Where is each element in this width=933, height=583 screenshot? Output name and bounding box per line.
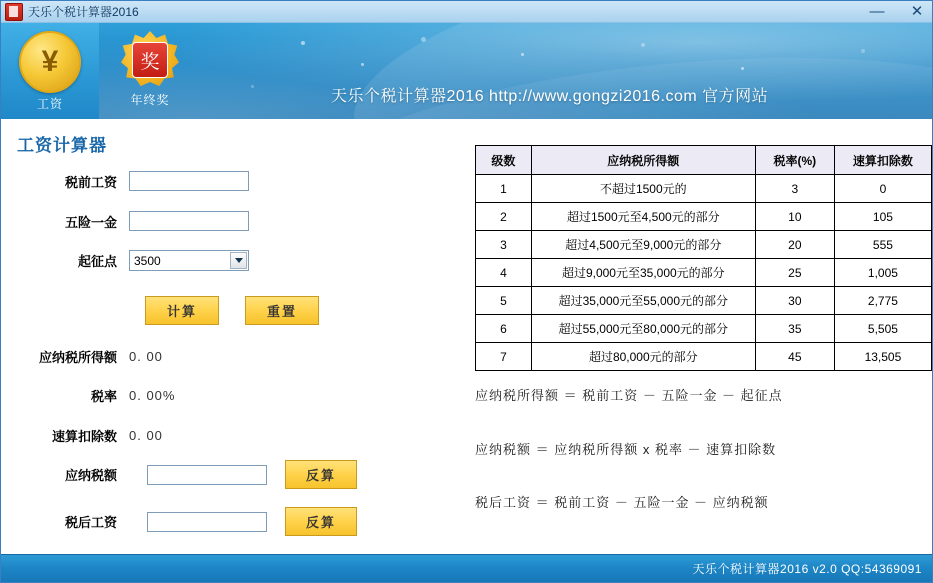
cell-level: 7 — [476, 343, 532, 371]
reverse-calc-aftertax-button[interactable]: 反算 — [285, 507, 357, 536]
row-insurance-fund — [17, 211, 249, 231]
cell-deduct: 2,775 — [834, 287, 931, 315]
table-row — [476, 231, 932, 259]
banner-dot — [741, 67, 744, 70]
cell-range: 超过55,000元至80,000元的部分 — [531, 315, 755, 343]
formula-tax-amount: 应纳税额 ＝ 应纳税所得额 x 税率 － 速算扣除数 — [475, 442, 777, 457]
table-row — [476, 315, 932, 343]
cell-level: 5 — [476, 287, 532, 315]
cell-rate: 45 — [755, 343, 834, 371]
close-button[interactable]: ✕ — [910, 3, 924, 20]
cell-rate: 20 — [755, 231, 834, 259]
banner-dot — [301, 41, 305, 45]
taxable-income-value: 0. 00 — [129, 349, 163, 364]
reverse-calc-tax-amount-button[interactable]: 反算 — [285, 460, 357, 489]
banner-dot — [251, 85, 254, 88]
insurance-fund-input[interactable] — [129, 211, 249, 231]
row-tax-amount — [17, 460, 357, 489]
cell-level: 3 — [476, 231, 532, 259]
banner-dot — [861, 49, 865, 53]
status-bar — [1, 554, 932, 582]
window-title: 天乐个税计算器2016 — [28, 5, 139, 19]
cell-deduct: 0 — [834, 175, 931, 203]
row-pretax-salary — [17, 171, 249, 191]
label-tax-amount: 应纳税额 — [64, 468, 117, 483]
table-row — [476, 343, 932, 371]
threshold-select[interactable] — [129, 250, 249, 271]
main-content — [1, 119, 932, 554]
cell-deduct: 5,505 — [834, 315, 931, 343]
cell-rate: 30 — [755, 287, 834, 315]
row-threshold — [17, 250, 249, 271]
cell-deduct: 1,005 — [834, 259, 931, 287]
label-insurance-fund: 五险一金 — [64, 214, 117, 230]
banner-dot — [361, 63, 364, 66]
label-tax-rate: 税率 — [90, 389, 117, 404]
formula-aftertax-salary: 税后工资 ＝ 税前工资 － 五险一金 － 应纳税额 — [475, 495, 769, 510]
banner-dot — [641, 43, 645, 47]
cell-rate: 35 — [755, 315, 834, 343]
cell-level: 1 — [476, 175, 532, 203]
table-row — [476, 175, 932, 203]
th-rate: 税率(%) — [755, 146, 834, 175]
header-banner — [1, 23, 932, 119]
page-title: 工资计算器 — [17, 136, 107, 155]
reset-button[interactable]: 重置 — [245, 296, 319, 325]
label-pretax-salary: 税前工资 — [64, 174, 117, 190]
banner-dot — [421, 37, 426, 42]
label-quick-deduction: 速算扣除数 — [51, 429, 117, 444]
cell-range: 不超过1500元的 — [531, 175, 755, 203]
row-aftertax-salary — [17, 507, 357, 536]
th-deduct: 速算扣除数 — [834, 146, 931, 175]
minimize-button[interactable]: — — [869, 3, 885, 20]
app-icon — [5, 3, 23, 21]
cell-range: 超过80,000元的部分 — [531, 343, 755, 371]
cell-range: 超过4,500元至9,000元的部分 — [531, 231, 755, 259]
award-badge-icon — [121, 31, 179, 89]
cell-rate: 25 — [755, 259, 834, 287]
th-range: 应纳税所得额 — [531, 146, 755, 175]
cell-range: 超过9,000元至35,000元的部分 — [531, 259, 755, 287]
yuan-coin-icon: ¥ — [19, 31, 81, 93]
cell-rate: 10 — [755, 203, 834, 231]
formula-taxable-income: 应纳税所得额 ＝ 税前工资 － 五险一金 － 起征点 — [475, 388, 783, 403]
cell-rate: 3 — [755, 175, 834, 203]
cell-level: 6 — [476, 315, 532, 343]
tab-bonus[interactable] — [101, 23, 199, 119]
window-controls — [866, 1, 928, 23]
row-quick-deduction — [17, 426, 163, 445]
banner-dot — [521, 53, 524, 56]
cell-level: 4 — [476, 259, 532, 287]
row-taxable-income — [17, 347, 163, 366]
cell-deduct: 555 — [834, 231, 931, 259]
tax-amount-input[interactable] — [147, 465, 267, 485]
tab-bonus-label: 年终奖 — [130, 93, 170, 107]
tab-salary[interactable] — [1, 23, 99, 119]
tax-rate-table — [475, 145, 932, 371]
table-row — [476, 203, 932, 231]
table-header-row — [476, 146, 932, 175]
cell-range: 超过35,000元至55,000元的部分 — [531, 287, 755, 315]
cell-range: 超过1500元至4,500元的部分 — [531, 203, 755, 231]
quick-deduction-value: 0. 00 — [129, 428, 163, 443]
cell-level: 2 — [476, 203, 532, 231]
award-badge-glyph: 奖 — [132, 42, 168, 78]
banner-website-text: 天乐个税计算器2016 http://www.gongzi2016.com 官方网站 — [331, 88, 769, 105]
tab-salary-label: 工资 — [36, 97, 63, 111]
calculate-button[interactable]: 计算 — [145, 296, 219, 325]
row-action-buttons — [145, 296, 319, 325]
label-threshold: 起征点 — [77, 254, 117, 269]
title-bar — [1, 1, 933, 23]
label-taxable-income: 应纳税所得额 — [38, 350, 117, 365]
aftertax-salary-input[interactable] — [147, 512, 267, 532]
pretax-salary-input[interactable] — [129, 171, 249, 191]
cell-deduct: 105 — [834, 203, 931, 231]
row-tax-rate — [17, 386, 175, 405]
table-row — [476, 287, 932, 315]
cell-deduct: 13,505 — [834, 343, 931, 371]
th-level: 级数 — [476, 146, 532, 175]
label-aftertax-salary: 税后工资 — [64, 515, 117, 530]
chevron-down-icon[interactable] — [230, 252, 247, 269]
status-text: 天乐个税计算器2016 v2.0 QQ:54369091 — [692, 562, 922, 576]
threshold-selected-value: 3500 — [134, 253, 161, 268]
tax-rate-value: 0. 00% — [129, 388, 176, 403]
table-row — [476, 259, 932, 287]
